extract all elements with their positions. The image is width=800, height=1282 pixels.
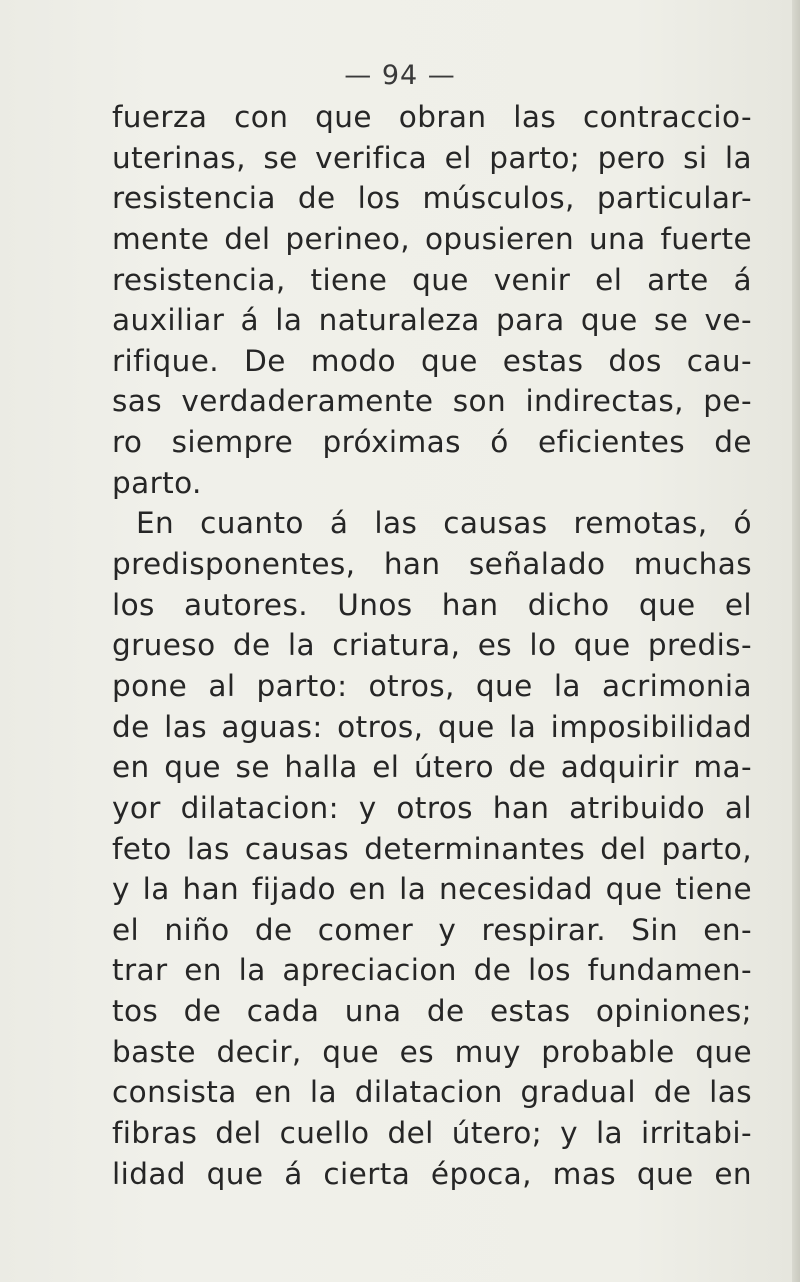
text-line: resistencia, tiene que venir el arte á [112, 262, 752, 297]
text-line: yor dilatacion: y otros han atribuido al [112, 790, 752, 825]
text-line: rifique. De modo que estas dos cau- [112, 343, 752, 378]
text-line: fuerza con que obran las contraccio- [112, 100, 752, 134]
text-line: mente del perineo, opusieren una fuerte [112, 221, 752, 256]
text-line: tos de cada una de estas opiniones; [112, 994, 752, 1029]
text-line: lidad que á cierta época, mas que en [112, 1156, 752, 1191]
text-line: resistencia de los músculos, particular- [112, 181, 752, 216]
text-line: en que se halla el útero de adquirir ma- [112, 750, 752, 785]
text-line: sas verdaderamente son indirectas, pe- [112, 384, 752, 419]
text-line: y la han fijado en la necesidad que tiene [112, 872, 752, 907]
text-line: auxiliar á la naturaleza para que se ve- [112, 303, 752, 338]
text-line: ro siempre próximas ó eficientes de [112, 425, 752, 460]
text-line: feto las causas determinantes del parto, [112, 831, 752, 866]
text-line: predisponentes, han señalado muchas [112, 547, 752, 582]
text-line: En cuanto á las causas remotas, ó [136, 506, 752, 541]
text-line: consista en la dilatacion gradual de las [112, 1075, 752, 1110]
body-text [112, 97, 752, 1194]
page-edge [792, 0, 800, 1282]
text-line: el niño de comer y respirar. Sin en- [112, 912, 752, 947]
text-line: grueso de la criatura, es lo que predis- [112, 628, 752, 663]
text-line: uterinas, se verifica el parto; pero si la [112, 140, 752, 175]
text-line: trar en la apreciacion de los fundamen- [112, 953, 752, 988]
text-line: fibras del cuello del útero; y la irritabi- [112, 1116, 752, 1151]
text-line: los autores. Unos han dicho que el [112, 587, 752, 622]
text-line: parto. [112, 465, 202, 500]
text-line: de las aguas: otros, que la imposibilidad [112, 709, 752, 744]
page-number: — 94 — [344, 60, 456, 91]
text-line: baste decir, que es muy probable que [112, 1034, 752, 1069]
text-line: pone al parto: otros, que la acrimonia [112, 668, 752, 703]
